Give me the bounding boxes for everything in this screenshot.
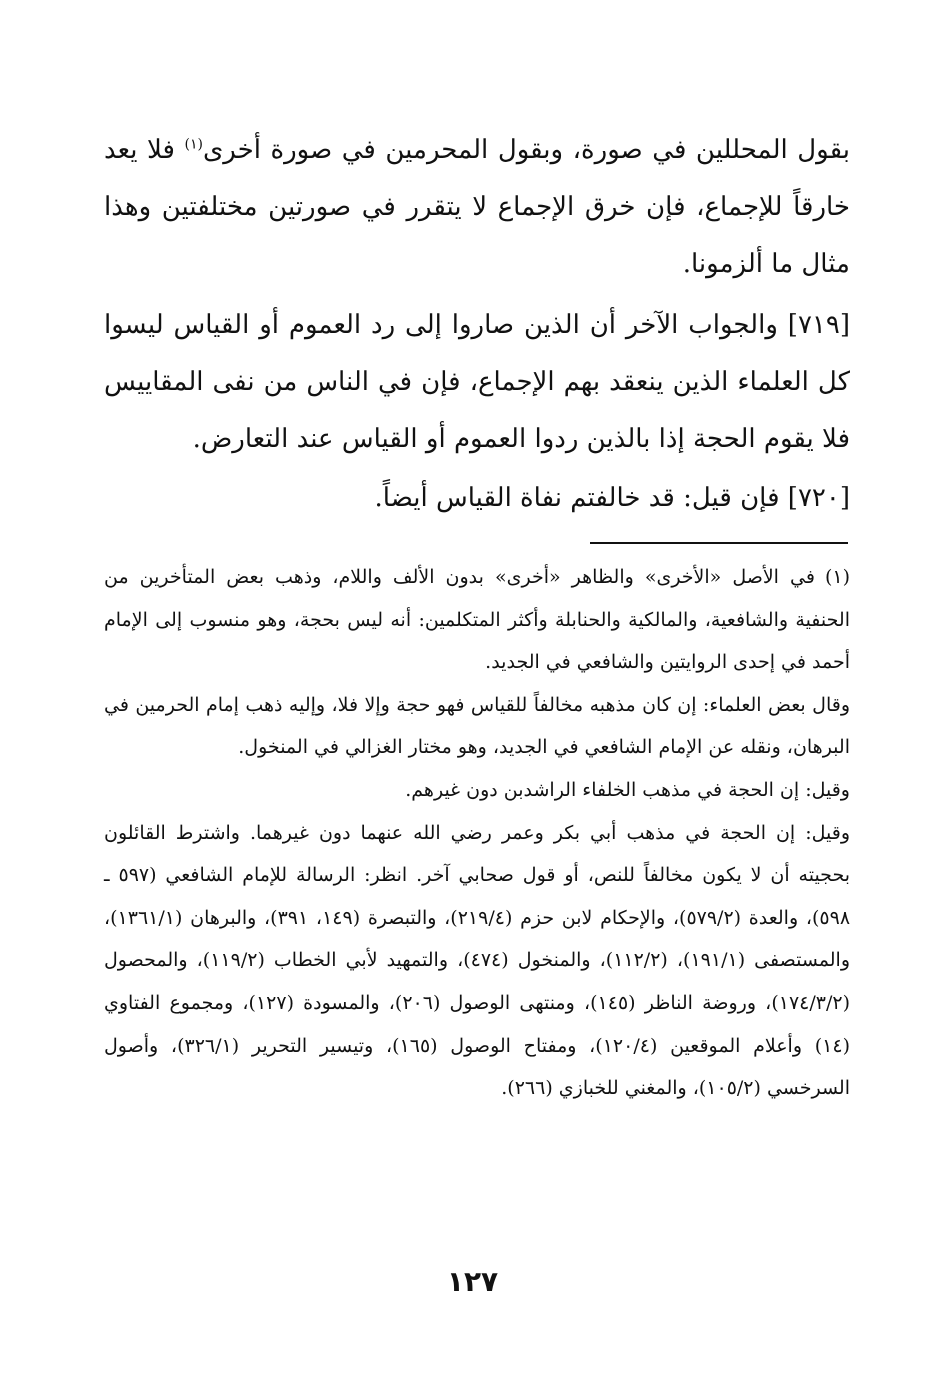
footnote-number: (١) (824, 566, 850, 588)
paragraph-number: [٧٢٠] (787, 483, 850, 513)
footnotes-section (104, 556, 850, 1110)
paragraph-text: والجواب الآخر أن الذين صاروا إلى رد العموم أو القياس ليسوا كل العلماء الذين ينعقد بهم الإجماع، فإن في الناس من نفى المقاييس فلا يقوم الحجة إذا بالذين ردوا العموم أو القياس عند التعارض. (104, 310, 850, 454)
body-paragraph-1 (104, 122, 850, 293)
footnote-paragraph: وقيل: إن الحجة في مذهب الخلفاء الراشدبن دون غيرهم. (405, 778, 850, 801)
footnote-paragraph: وقال بعض العلماء: إن كان مذهبه مخالفاً للقياس فهو حجة وإلا فلا، وإليه ذهب إمام الحرمين في البرهان، ونقله عن الإمام الشافعي في الجديد، وهو مختار الغزالي في المنخول. (104, 693, 850, 759)
footnote-text: في الأصل «الأخرى» والظاهر «أخرى» بدون الألف واللام، وذهب بعض المتأخرين من الحنفية والشافعية، والمالكية والحنابلة وأكثر المتكلمين: أنه ليس بحجة، وهو منسوب إلى الإمام أحمد في إحدى الروايتين والشافعي في الجديد. (104, 566, 850, 674)
body-paragraph-2 (104, 297, 850, 468)
page-number: ١٢٧ (446, 1265, 499, 1298)
paragraph-text: فلا يعد خارقاً للإجماع، فإن خرق الإجماع لا يتقرر في صورتين مختلفتين وهذا مثال ما ألزمونا. (104, 135, 850, 279)
paragraph-text: فإن قيل: قد خالفتم نفاة القياس أيضاً. (374, 483, 788, 513)
footnote-separator (590, 542, 848, 544)
footnote-paragraph: وقيل: إن الحجة في مذهب أبي بكر وعمر رضي الله عنهما دون غيرهما. واشترط القائلون بحجيته أن لا يكون مخالفاً للنص، أو قول صحابي آخر. انظر: الرسالة للإمام الشافعي (٥٩٧ ـ ٥٩٨)، والعدة (٥٧٩/٢)، والإحكام لابن حزم (٢١٩/٤)، والتبصرة (١٤٩، ٣٩١)، والبرهان (١٣٦١/١)، والمستصفى (١٩١/١)، (١١٢/٢)، والمنخول (٤٧٤)، والتمهيد لأبي الخطاب (١١٩/٢)، والمحصول (١٧٤/٣/٢)، وروضة الناظر (١٤٥)، ومنتهى الوصول (٢٠٦)، والمسودة (١٢٧)، ومجموع الفتاوي (١٤) وأعلام الموقعين (١٢٠/٤)، ومفتاح الوصول (١٦٥)، وتيسير التحرير (٣٢٦/١)، وأصول السرخسي (١٠٥/٢)، والمغني للخبازي (٢٦٦). (104, 821, 851, 1100)
body-paragraph-3 (104, 470, 850, 527)
footnote-reference: (١) (184, 136, 203, 153)
paragraph-number: [٧١٩] (787, 310, 850, 340)
paragraph-text: بقول المحللين في صورة، وبقول المحرمين في صورة أخرى (202, 135, 850, 165)
